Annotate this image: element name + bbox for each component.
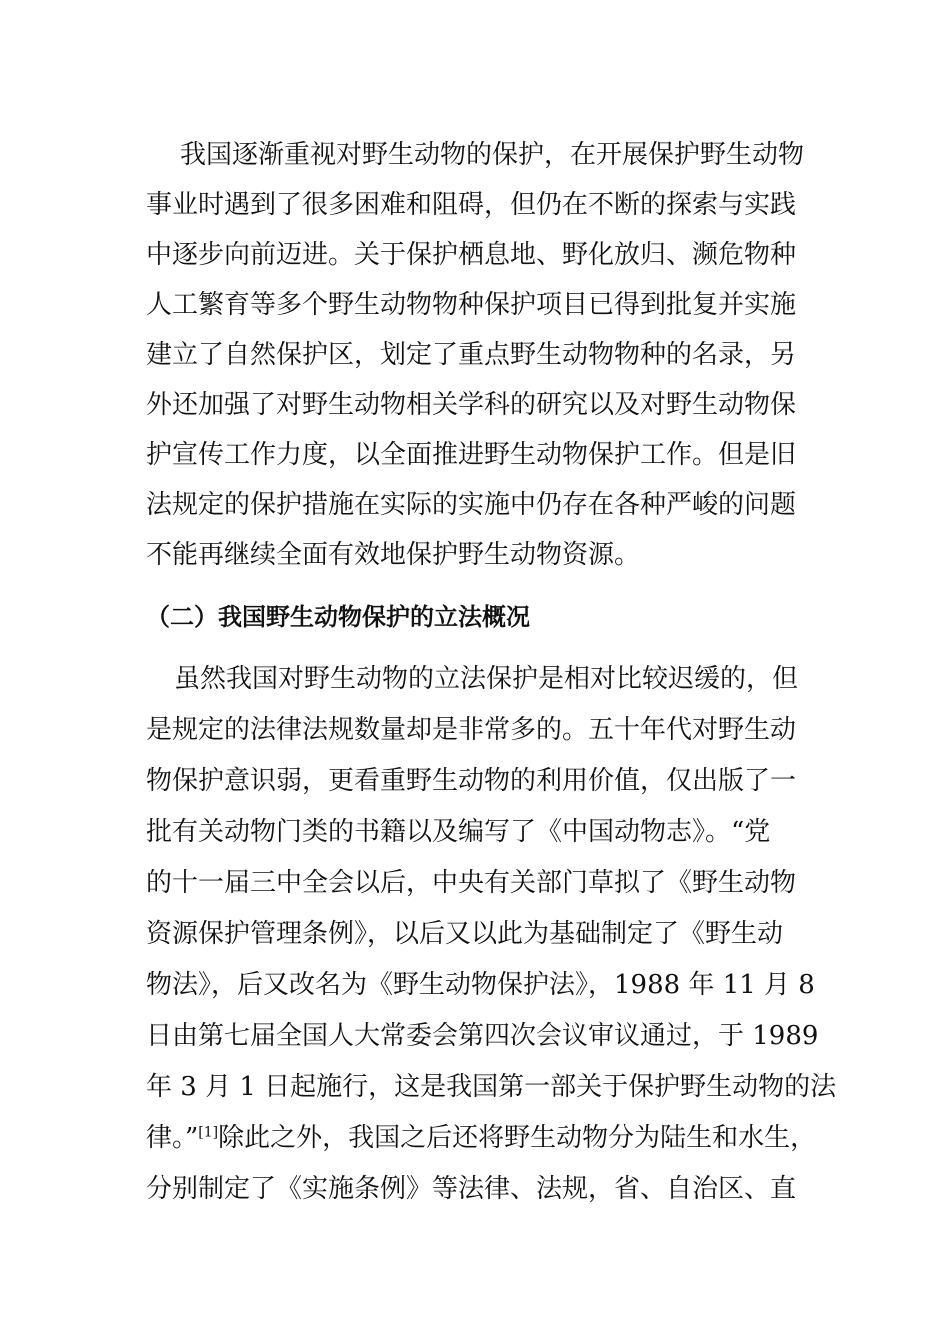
paragraph-line: 我国逐渐重视对野生动物的保护，在开展保护野生动物 [180,140,805,170]
paragraph-line: 中逐步向前迈进。关于保护栖息地、野化放归、濒危物种 [146,240,797,270]
section-heading: （二）我国野生动物保护的立法概况 [146,603,530,631]
paragraph-line: 资源保护管理条例》，以后又以此为基础制定了《野生动 [146,919,784,949]
paragraph-line: 分别制定了《实施条例》等法律、法规，省、自治区、直 [146,1174,797,1204]
paragraph-line: 不能再继续全面有效地保护野生动物资源。 [146,540,641,570]
paragraph-line: 外还加强了对野生动物相关学科的研究以及对野生动物保 [146,390,797,420]
line-prefix: 律。” [146,1123,199,1153]
paragraph-line-with-footnote [146,1121,816,1155]
paragraph-line: 法规定的保护措施在实际的实施中仍存在各种严峻的问题 [146,490,797,520]
paragraph-line: 是规定的法律法规数量却是非常多的。五十年代对野生动 [146,715,797,745]
paragraph-line: 年 3 月 1 日起施行，这是我国第一部关于保护野生动物的法 [146,1072,837,1102]
footnote-reference[interactable]: [1] [198,1124,219,1141]
paragraph-line: 虽然我国对野生动物的立法保护是相对比较迟缓的，但 [174,664,799,694]
paragraph-line: 建立了自然保护区，划定了重点野生动物物种的名录，另 [146,340,797,370]
paragraph-line: 物保护意识弱，更看重野生动物的利用价值，仅出版了一 [146,766,797,796]
paragraph-line: 批有关动物门类的书籍以及编写了《中国动物志》。“党 [146,817,771,847]
paragraph-line: 的十一届三中全会以后，中央有关部门草拟了《野生动物 [146,868,797,898]
paragraph-line: 物法》，后又改名为《野生动物保护法》，1988 年 11 月 8 [146,970,815,1000]
paragraph-line: 护宣传工作力度，以全面推进野生动物保护工作。但是旧 [146,440,797,470]
paragraph-line: 事业时遇到了很多困难和阻碍，但仍在不断的探索与实践 [146,190,797,220]
paragraph-line: 日由第七届全国人大常委会第四次会议审议通过，于 1989 [146,1021,819,1051]
paragraph-line: 人工繁育等多个野生动物物种保护项目已得到批复并实施 [146,290,797,320]
line-suffix: 除此之外，我国之后还将野生动物分为陆生和水生， [218,1123,817,1153]
